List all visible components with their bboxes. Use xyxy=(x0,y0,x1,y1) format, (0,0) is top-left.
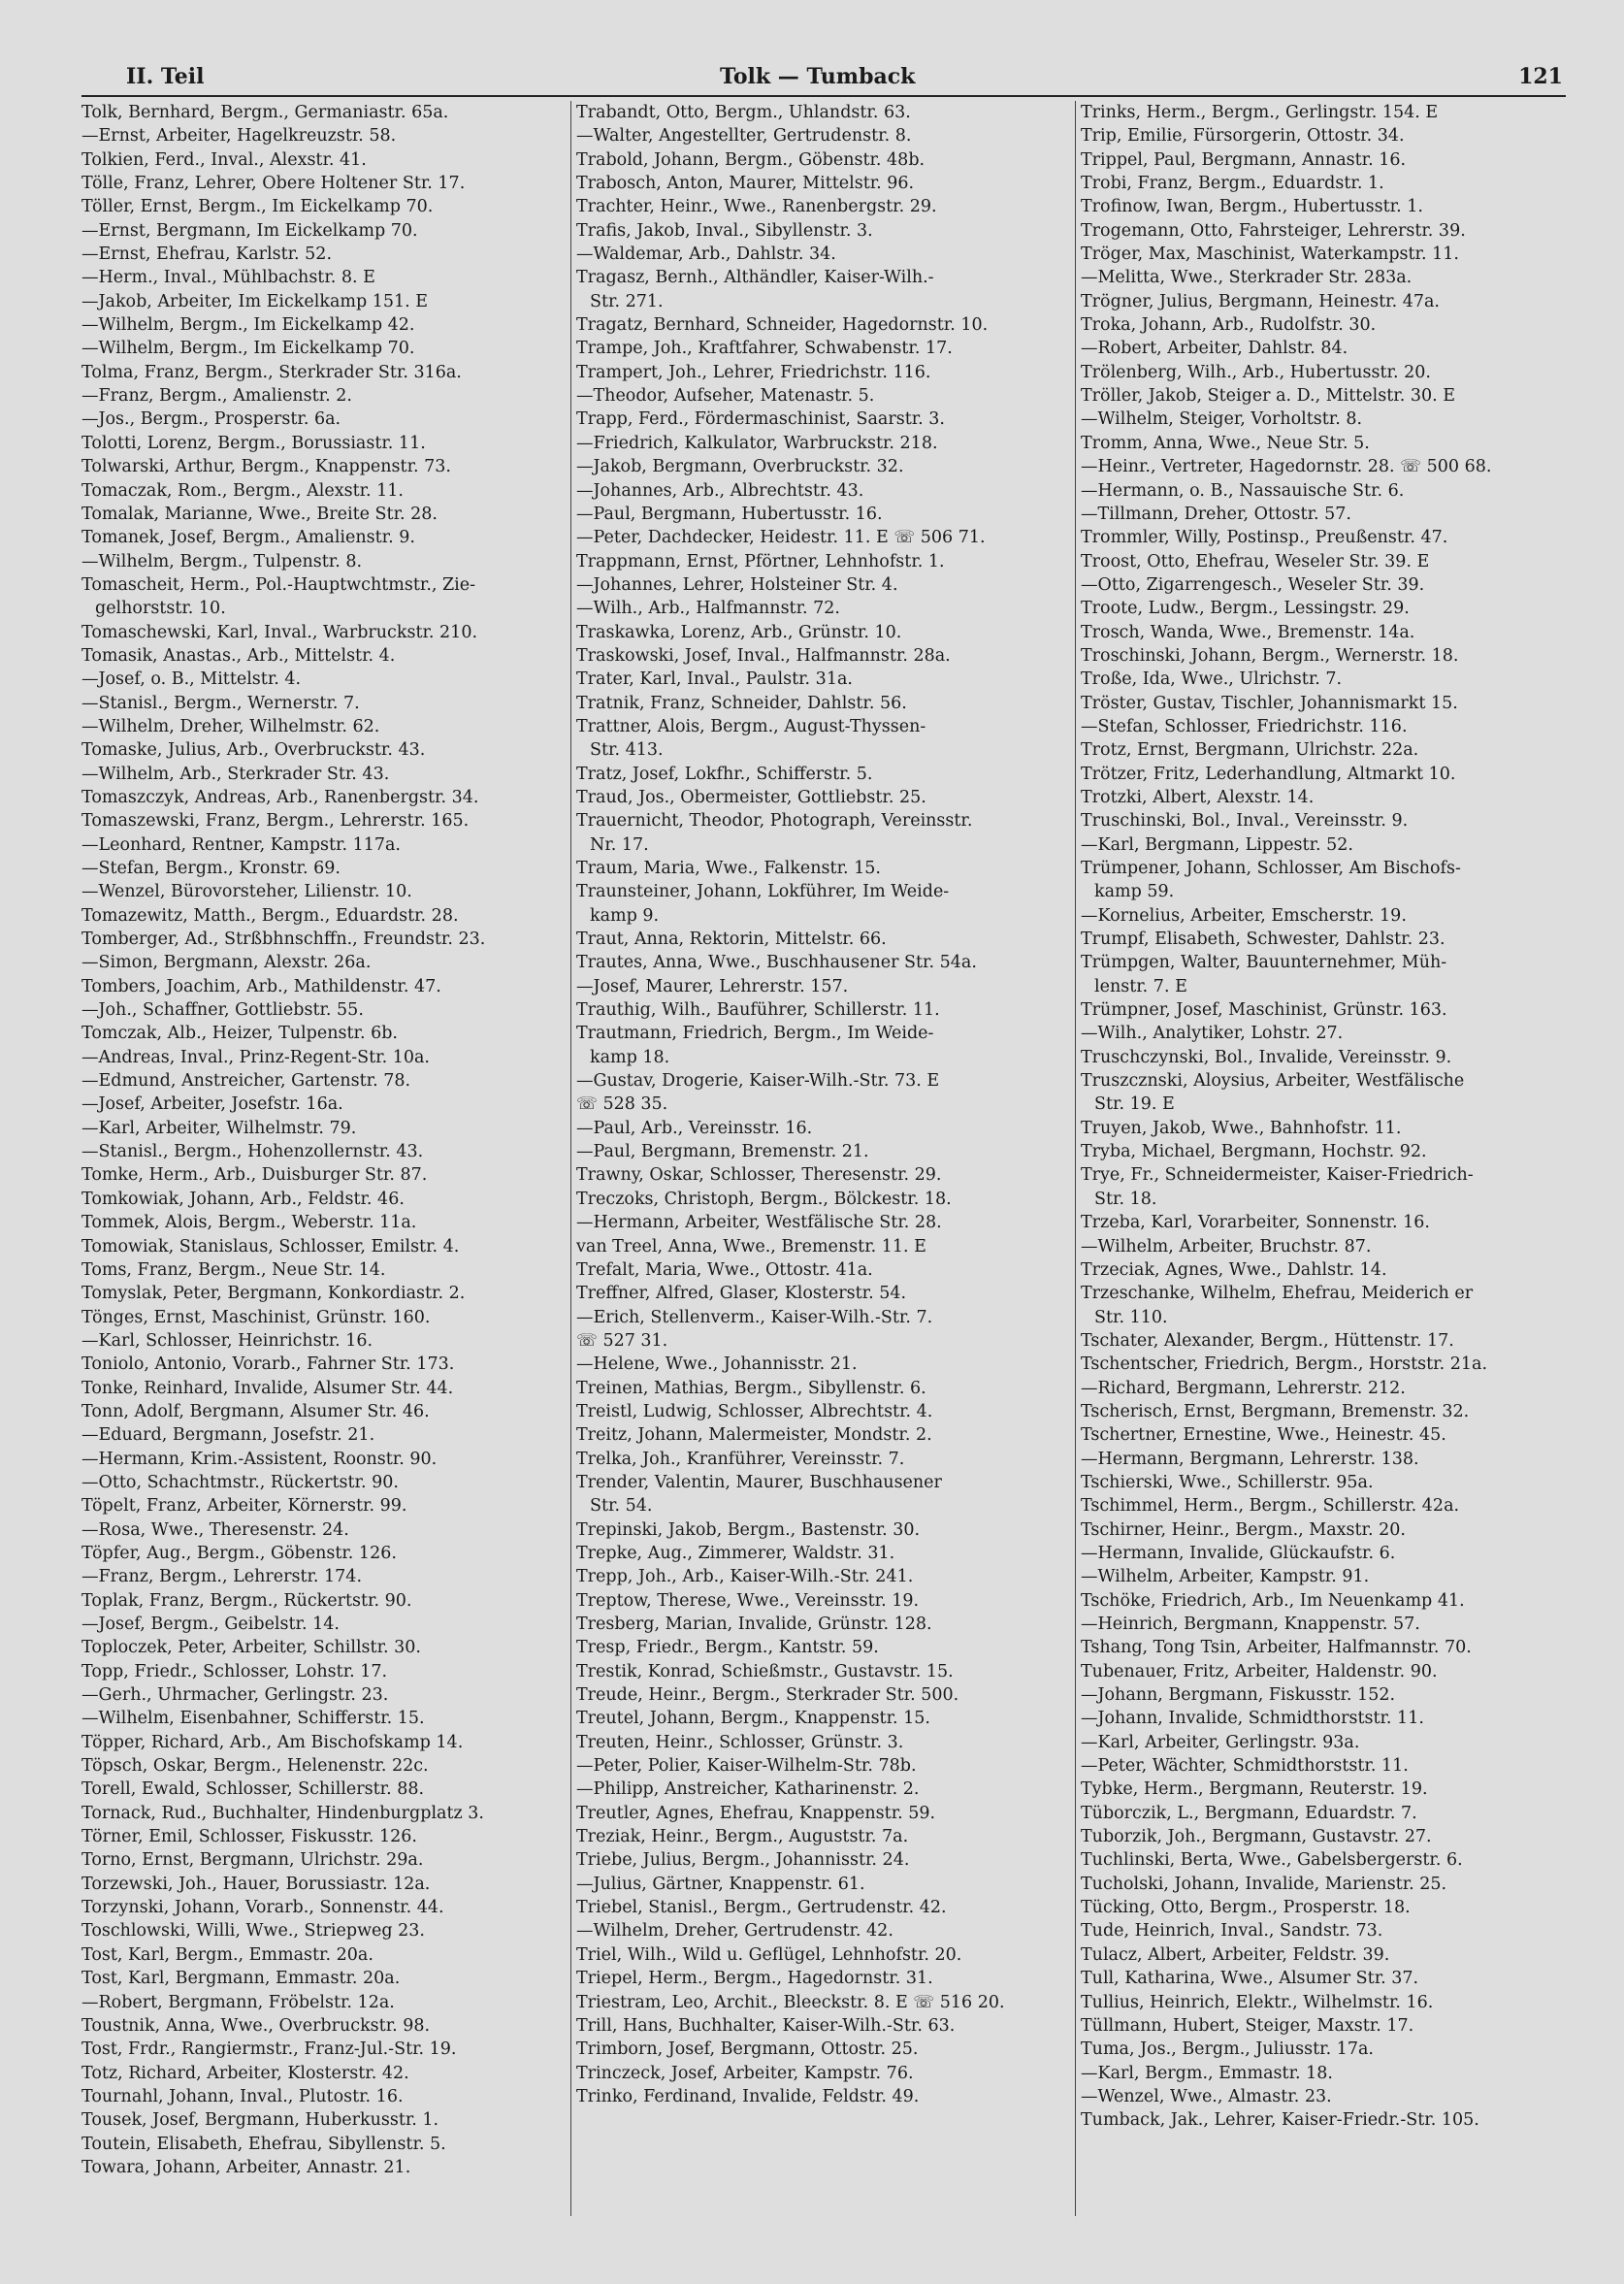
directory-entry: Trzeba, Karl, Vorarbeiter, Sonnenstr. 16. xyxy=(1081,1213,1430,1233)
directory-entry: Tschater, Alexander, Bergm., Hüttenstr. 17. xyxy=(1081,1330,1454,1351)
directory-entry: —Andreas, Inval., Prinz-Regent-Str. 10a. xyxy=(81,1047,430,1067)
directory-entry: —Karl, Arbeiter, Wilhelmstr. 79. xyxy=(81,1118,357,1138)
directory-entry: Treuten, Heinr., Schlosser, Grünstr. 3. xyxy=(576,1732,904,1752)
directory-entry: Trauernicht, Theodor, Photograph, Vereinsstr. xyxy=(576,811,973,832)
directory-entry: Tratnik, Franz, Schneider, Dahlstr. 56. xyxy=(576,693,907,713)
directory-entry: —Philipp, Anstreicher, Katharinenstr. 2. xyxy=(576,1779,920,1800)
directory-entry: Tullius, Heinrich, Elektr., Wilhelmstr. 16. xyxy=(1081,1992,1434,2012)
directory-entry: Toschlowski, Willi, Wwe., Striepweg 23. xyxy=(81,1921,425,1941)
directory-entry: Str. 18. xyxy=(1094,1189,1157,1209)
directory-entry: Truschczynski, Bol., Invalide, Vereinsstr. 9. xyxy=(1081,1047,1452,1067)
directory-entry: Treptow, Therese, Wwe., Vereinsstr. 19. xyxy=(576,1590,920,1611)
directory-entry: Törner, Emil, Schlosser, Fiskusstr. 126. xyxy=(81,1827,417,1847)
directory-entry: Tromm, Anna, Wwe., Neue Str. 5. xyxy=(1081,433,1370,453)
directory-entry: Tscherisch, Ernst, Bergmann, Bremenstr. 32. xyxy=(1081,1401,1470,1421)
directory-entry: Tomke, Herm., Arb., Duisburger Str. 87. xyxy=(81,1165,428,1186)
directory-entry: Trzeschanke, Wilhelm, Ehefrau, Meiderich er xyxy=(1081,1284,1474,1304)
directory-entry: Tolk, Bernhard, Bergm., Germaniastr. 65a. xyxy=(81,103,449,122)
directory-entry: Triepel, Herm., Bergm., Hagedornstr. 31. xyxy=(576,1969,933,1989)
directory-entry: —Wilhelm, Arbeiter, Bruchstr. 87. xyxy=(1081,1236,1372,1256)
directory-entry: Tumback, Jak., Lehrer, Kaiser-Friedr.-Str. 105. xyxy=(1081,2110,1479,2131)
directory-entry: Toutein, Elisabeth, Ehefrau, Sibyllenstr. 5. xyxy=(81,2134,446,2154)
directory-entry: Torno, Ernst, Bergmann, Ulrichstr. 29a. xyxy=(81,1850,424,1871)
directory-entry: Tolma, Franz, Bergm., Sterkrader Str. 316a. xyxy=(81,362,462,382)
directory-entry: Trotzki, Albert, Alexstr. 14. xyxy=(1081,787,1315,807)
directory-entry: Tomaczak, Rom., Bergm., Alexstr. 11. xyxy=(81,480,404,501)
directory-entry: Tuma, Jos., Bergm., Juliusstr. 17a. xyxy=(1081,2039,1374,2060)
directory-entry: Tomascheit, Herm., Pol.-Hauptwchtmstr., Zie- xyxy=(81,574,476,595)
header-rule xyxy=(81,95,1566,97)
directory-entry: —Simon, Bergmann, Alexstr. 26a. xyxy=(81,953,372,973)
directory-entry: Tölle, Franz, Lehrer, Obere Holtener Str. 17. xyxy=(81,174,466,194)
directory-entry: Trumpf, Elisabeth, Schwester, Dahlstr. 23. xyxy=(1081,930,1445,950)
directory-entry: Trefalt, Maria, Wwe., Ottostr. 41a. xyxy=(576,1259,873,1280)
directory-entry: Trepke, Aug., Zimmerer, Waldstr. 31. xyxy=(576,1543,895,1563)
directory-entry: —Gustav, Drogerie, Kaiser-Wilh.-Str. 73. E xyxy=(576,1071,940,1092)
directory-entry: Trill, Hans, Buchhalter, Kaiser-Wilh.-Str. 63. xyxy=(576,2015,956,2036)
directory-entry: Trümpener, Johann, Schlosser, Am Bischofs- xyxy=(1081,859,1461,878)
directory-entry: Tschertner, Ernestine, Wwe., Heinestr. 45. xyxy=(1081,1425,1446,1446)
directory-entry: Treffner, Alfred, Glaser, Klosterstr. 54. xyxy=(576,1284,907,1304)
directory-entry: Treutel, Johann, Bergm., Knappenstr. 15. xyxy=(576,1709,930,1729)
directory-entry: Trender, Valentin, Maurer, Buschhausener xyxy=(576,1472,942,1492)
directory-entry: —Paul, Bergmann, Bremenstr. 21. xyxy=(576,1142,869,1162)
directory-entry: Töpfer, Aug., Bergm., Göbenstr. 126. xyxy=(81,1543,397,1563)
directory-entry: —Franz, Bergm., Lehrerstr. 174. xyxy=(81,1567,363,1587)
directory-entry: Tschirner, Heinr., Bergm., Maxstr. 20. xyxy=(1081,1519,1406,1540)
directory-entry: Triestram, Leo, Archit., Bleeckstr. 8. E ☏ 516 20. xyxy=(576,1992,1005,2012)
directory-entry: Str. 19. E xyxy=(1094,1094,1175,1115)
directory-entry: Tomasik, Anastas., Arb., Mittelstr. 4. xyxy=(81,645,396,666)
directory-entry: —Wenzel, Bürovorsteher, Lilienstr. 10. xyxy=(81,882,412,902)
directory-entry: Töpelt, Franz, Arbeiter, Körnerstr. 99. xyxy=(81,1496,407,1517)
directory-entry: Trinks, Herm., Bergm., Gerlingstr. 154. E xyxy=(1081,103,1439,122)
directory-entry: Towara, Johann, Arbeiter, Annastr. 21. xyxy=(81,2157,411,2177)
directory-entry: Tröller, Jakob, Steiger a. D., Mittelstr. 30. E xyxy=(1081,386,1456,407)
directory-entry: —Joh., Schaffner, Gottliebstr. 55. xyxy=(81,1000,364,1021)
directory-entry: Tröster, Gustav, Tischler, Johannismarkt 15. xyxy=(1081,693,1458,713)
directory-entry: —Johannes, Lehrer, Holsteiner Str. 4. xyxy=(576,574,898,595)
directory-entry: —Johann, Bergmann, Fiskusstr. 152. xyxy=(1081,1685,1396,1706)
directory-entry: —Stanisl., Bergm., Wernerstr. 7. xyxy=(81,693,360,713)
directory-entry: Treczoks, Christoph, Bergm., Bölckestr. 18. xyxy=(576,1189,952,1209)
directory-entry: Trogemann, Otto, Fahrsteiger, Lehrerstr. 39. xyxy=(1081,220,1466,241)
directory-entry: Tubenauer, Fritz, Arbeiter, Haldenstr. 90. xyxy=(1081,1661,1438,1681)
directory-entry: Tshang, Tong Tsin, Arbeiter, Halfmannstr. 70. xyxy=(1081,1638,1472,1658)
directory-entry: gelhorststr. 10. xyxy=(95,599,226,619)
directory-entry: kamp 9. xyxy=(590,905,660,926)
directory-entry: Trampert, Joh., Lehrer, Friedrichstr. 116. xyxy=(576,362,931,382)
directory-entry: —Jakob, Bergmann, Overbruckstr. 32. xyxy=(576,457,904,477)
directory-entry: Trip, Emilie, Fürsorgerin, Ottostr. 34. xyxy=(1081,126,1405,147)
directory-entry: —Kornelius, Arbeiter, Emscherstr. 19. xyxy=(1081,905,1407,926)
directory-entry: Tude, Heinrich, Inval., Sandstr. 73. xyxy=(1081,1921,1383,1941)
directory-entry: Triel, Wilh., Wild u. Geflügel, Lehnhofstr. 20. xyxy=(576,1944,962,1965)
directory-entry: Tomaszewski, Franz, Bergm., Lehrerstr. 165. xyxy=(81,811,470,832)
directory-entry: —Robert, Bergmann, Fröbelstr. 12a. xyxy=(81,1992,395,2012)
directory-entry: Tüborczik, L., Bergmann, Eduardstr. 7. xyxy=(1081,1803,1417,1823)
directory-entry: Toploczek, Peter, Arbeiter, Schillstr. 30. xyxy=(81,1638,421,1658)
directory-entry: Traskawka, Lorenz, Arb., Grünstr. 10. xyxy=(576,622,902,642)
directory-entry: —Peter, Dachdecker, Heidestr. 11. E ☏ 506 71. xyxy=(576,528,986,548)
directory-entry: Tschimmel, Herm., Bergm., Schillerstr. 42a. xyxy=(1081,1496,1460,1517)
directory-entry: Trinczeck, Josef, Arbeiter, Kampstr. 76. xyxy=(576,2063,914,2083)
directory-entry: ☏ 528 35. xyxy=(576,1094,668,1115)
directory-entry: Tratz, Josef, Lokfhr., Schifferstr. 5. xyxy=(576,764,873,784)
directory-entry: Trye, Fr., Schneidermeister, Kaiser-Friedrich- xyxy=(1081,1165,1474,1186)
directory-entry: Troost, Otto, Ehefrau, Weseler Str. 39. E xyxy=(1081,551,1430,571)
directory-entry: Troote, Ludw., Bergm., Lessingstr. 29. xyxy=(1081,599,1410,619)
directory-entry: Treude, Heinr., Bergm., Sterkrader Str. 500. xyxy=(576,1685,959,1706)
directory-entry: Trögner, Julius, Bergmann, Heinestr. 47a. xyxy=(1081,291,1440,311)
directory-entry: Str. 271. xyxy=(590,291,664,311)
directory-entry: Trofinow, Iwan, Bergm., Hubertusstr. 1. xyxy=(1081,197,1423,217)
directory-entry: Trippel, Paul, Bergmann, Annastr. 16. xyxy=(1081,149,1407,170)
directory-entry: —Karl, Bergmann, Lippestr. 52. xyxy=(1081,834,1353,855)
directory-entry: —Rosa, Wwe., Theresenstr. 24. xyxy=(81,1519,349,1540)
directory-entry: —Hermann, o. B., Nassauische Str. 6. xyxy=(1081,480,1405,501)
directory-entry: Tomczak, Alb., Heizer, Tulpenstr. 6b. xyxy=(81,1024,398,1044)
directory-entry: Totz, Richard, Arbeiter, Klosterstr. 42. xyxy=(81,2063,409,2083)
directory-entry: —Tillmann, Dreher, Ottostr. 57. xyxy=(1081,504,1351,524)
directory-entry: Tomyslak, Peter, Bergmann, Konkordiastr. 2. xyxy=(81,1284,466,1304)
directory-entry: Tryba, Michael, Bergmann, Hochstr. 92. xyxy=(1081,1142,1427,1162)
directory-entry: Tulacz, Albert, Arbeiter, Feldstr. 39. xyxy=(1081,1944,1390,1965)
directory-entry: Tomanek, Josef, Bergm., Amalienstr. 9. xyxy=(81,528,415,548)
directory-entry: —Heinrich, Bergmann, Knappenstr. 57. xyxy=(1081,1615,1420,1634)
directory-entry: —Wilh., Analytiker, Lohstr. 27. xyxy=(1081,1024,1344,1044)
directory-column-3 xyxy=(1081,101,1566,2272)
directory-entry: Tomaske, Julius, Arb., Overbruckstr. 43. xyxy=(81,740,426,761)
directory-entry: Trzeciak, Agnes, Wwe., Dahlstr. 14. xyxy=(1081,1259,1387,1280)
directory-entry: kamp 59. xyxy=(1094,882,1175,902)
directory-entry: Trosch, Wanda, Wwe., Bremenstr. 14a. xyxy=(1081,622,1415,642)
directory-entry: —Ernst, Bergmann, Im Eickelkamp 70. xyxy=(81,220,418,241)
directory-entry: Tombers, Joachim, Arb., Mathildenstr. 47. xyxy=(81,976,441,996)
directory-entry: Truszcznski, Aloysius, Arbeiter, Westfälische xyxy=(1081,1071,1465,1092)
directory-entry: Treitz, Johann, Malermeister, Mondstr. 2. xyxy=(576,1425,932,1446)
directory-entry: Tomaschewski, Karl, Inval., Warbruckstr. 210. xyxy=(81,622,478,642)
directory-entry: Trauthig, Wilh., Bauführer, Schillerstr. 11. xyxy=(576,1000,940,1021)
directory-entry: Str. 110. xyxy=(1094,1307,1168,1327)
directory-entry: Trölenberg, Wilh., Arb., Hubertusstr. 20. xyxy=(1081,362,1431,382)
directory-entry: Torell, Ewald, Schlosser, Schillerstr. 88. xyxy=(81,1779,425,1800)
directory-entry: Tull, Katharina, Wwe., Alsumer Str. 37. xyxy=(1081,1969,1419,1989)
directory-entry: Troka, Johann, Arb., Rudolfstr. 30. xyxy=(1081,315,1377,336)
directory-entry: —Wilhelm, Dreher, Gertrudenstr. 42. xyxy=(576,1921,893,1941)
directory-entry: Toustnik, Anna, Wwe., Overbruckstr. 98. xyxy=(81,2015,431,2036)
directory-entry: Tost, Frdr., Rangiermstr., Franz-Jul.-Str. 19. xyxy=(81,2039,457,2060)
directory-entry: —Peter, Wächter, Schmidthorststr. 11. xyxy=(1081,1756,1409,1777)
directory-entry: —Wilhelm, Dreher, Wilhelmstr. 62. xyxy=(81,716,380,736)
directory-entry: Trepp, Joh., Arb., Kaiser-Wilh.-Str. 241. xyxy=(576,1567,914,1587)
directory-entry: Tommek, Alois, Bergm., Weberstr. 11a. xyxy=(81,1213,417,1233)
directory-entry: Töpsch, Oskar, Bergm., Helenenstr. 22c. xyxy=(81,1756,429,1777)
directory-entry: Tücking, Otto, Bergm., Prosperstr. 18. xyxy=(1081,1898,1411,1918)
directory-entry: —Wenzel, Wwe., Almastr. 23. xyxy=(1081,2086,1332,2106)
directory-entry: —Stefan, Bergm., Kronstr. 69. xyxy=(81,859,341,878)
directory-entry: Traud, Jos., Obermeister, Gottliebstr. 25. xyxy=(576,787,926,807)
directory-entry: Tschierski, Wwe., Schillerstr. 95a. xyxy=(1081,1472,1374,1492)
directory-entry: Torzewski, Joh., Hauer, Borussiastr. 12a. xyxy=(81,1874,431,1894)
directory-entry: Tost, Karl, Bergm., Emmastr. 20a. xyxy=(81,1944,374,1965)
directory-entry: —Jos., Bergm., Prosperstr. 6a. xyxy=(81,409,341,430)
directory-entry: Tomowiak, Stanislaus, Schlosser, Emilstr. 4. xyxy=(81,1236,460,1256)
directory-entry: Triebe, Julius, Bergm., Johannisstr. 24. xyxy=(576,1850,910,1871)
directory-entry: Triebel, Stanisl., Bergm., Gertrudenstr. 42. xyxy=(576,1898,947,1918)
directory-entry: Trappmann, Ernst, Pförtner, Lehnhofstr. 1. xyxy=(576,551,945,571)
column-divider xyxy=(1075,101,1076,2216)
directory-entry: Troße, Ida, Wwe., Ulrichstr. 7. xyxy=(1081,669,1343,690)
directory-entry: —Otto, Schachtmstr., Rückertstr. 90. xyxy=(81,1472,399,1492)
directory-entry: Traut, Anna, Rektorin, Mittelstr. 66. xyxy=(576,930,887,950)
directory-entry: Tournahl, Johann, Inval., Plutostr. 16. xyxy=(81,2086,404,2106)
directory-entry: —Peter, Polier, Kaiser-Wilhelm-Str. 78b. xyxy=(576,1756,917,1777)
directory-entry: Trabold, Johann, Bergm., Göbenstr. 48b. xyxy=(576,149,926,170)
directory-entry: Tolwarski, Arthur, Bergm., Knappenstr. 73. xyxy=(81,457,451,477)
directory-entry: —Leonhard, Rentner, Kampstr. 117a. xyxy=(81,834,401,855)
directory-entry: Trabandt, Otto, Bergm., Uhlandstr. 63. xyxy=(576,103,911,122)
directory-entry: Treziak, Heinr., Bergm., Auguststr. 7a. xyxy=(576,1827,909,1847)
directory-entry: Tucholski, Johann, Invalide, Marienstr. 25. xyxy=(1081,1874,1447,1894)
directory-entry: —Stanisl., Bergm., Hohenzollernstr. 43. xyxy=(81,1142,424,1162)
directory-entry: Traunsteiner, Johann, Lokführer, Im Weide- xyxy=(576,882,950,902)
directory-entry: Tüllmann, Hubert, Steiger, Maxstr. 17. xyxy=(1081,2015,1414,2036)
directory-entry: Torzynski, Johann, Vorarb., Sonnenstr. 44. xyxy=(81,1898,444,1918)
directory-entry: Töpper, Richard, Arb., Am Bischofskamp 14. xyxy=(81,1732,464,1752)
directory-entry: —Helene, Wwe., Johannisstr. 21. xyxy=(576,1354,858,1375)
directory-entry: —Gerh., Uhrmacher, Gerlingstr. 23. xyxy=(81,1685,389,1706)
directory-entry: Trafis, Jakob, Inval., Sibyllenstr. 3. xyxy=(576,220,873,241)
directory-entry: Trestik, Konrad, Schießmstr., Gustavstr. 15. xyxy=(576,1661,954,1681)
directory-entry: Toplak, Franz, Bergm., Rückertstr. 90. xyxy=(81,1590,412,1611)
directory-entry: Tomalak, Marianne, Wwe., Breite Str. 28. xyxy=(81,504,438,524)
directory-entry: —Karl, Schlosser, Heinrichstr. 16. xyxy=(81,1330,374,1351)
directory-entry: lenstr. 7. E xyxy=(1094,976,1187,996)
page-header xyxy=(0,64,1624,97)
directory-entry: —Otto, Zigarrengesch., Weseler Str. 39. xyxy=(1081,574,1425,595)
directory-entry: Tuchlinski, Berta, Wwe., Gabelsbergerstr. 6. xyxy=(1081,1850,1463,1871)
directory-entry: Tschöke, Friedrich, Arb., Im Neuenkamp 41. xyxy=(1081,1590,1465,1611)
directory-entry: —Paul, Bergmann, Hubertusstr. 16. xyxy=(576,504,883,524)
directory-entry: Tröger, Max, Maschinist, Waterkampstr. 11. xyxy=(1081,245,1459,265)
directory-entry: —Eduard, Bergmann, Josefstr. 21. xyxy=(81,1425,375,1446)
directory-column-2 xyxy=(576,101,1061,2272)
directory-entry: Tornack, Rud., Buchhalter, Hindenburgplatz 3. xyxy=(81,1803,484,1823)
directory-entry: —Karl, Arbeiter, Gerlingstr. 93a. xyxy=(1081,1732,1360,1752)
directory-entry: kamp 18. xyxy=(590,1047,670,1067)
directory-entry: —Walter, Angestellter, Gertrudenstr. 8. xyxy=(576,126,912,147)
directory-entry: Trobi, Franz, Bergm., Eduardstr. 1. xyxy=(1081,174,1384,194)
directory-entry: Tomkowiak, Johann, Arb., Feldstr. 46. xyxy=(81,1189,405,1209)
directory-entry: Trotz, Ernst, Bergmann, Ulrichstr. 22a. xyxy=(1081,740,1419,761)
directory-entry: —Hermann, Bergmann, Lehrerstr. 138. xyxy=(1081,1449,1419,1469)
directory-entry: Trampe, Joh., Kraftfahrer, Schwabenstr. 17. xyxy=(576,339,953,359)
directory-entry: Trötzer, Fritz, Lederhandlung, Altmarkt 10. xyxy=(1081,764,1456,784)
directory-entry: —Paul, Arb., Vereinsstr. 16. xyxy=(576,1118,813,1138)
directory-entry: Traum, Maria, Wwe., Falkenstr. 15. xyxy=(576,859,881,878)
directory-entry: —Hermann, Arbeiter, Westfälische Str. 28. xyxy=(576,1213,942,1233)
directory-entry: Tresberg, Marian, Invalide, Grünstr. 128. xyxy=(576,1615,932,1634)
directory-entry: Tolotti, Lorenz, Bergm., Borussiastr. 11. xyxy=(81,433,426,453)
directory-entry: Tragasz, Bernh., Althändler, Kaiser-Wilh.- xyxy=(576,268,934,288)
directory-entry: —Wilhelm, Arb., Sterkrader Str. 43. xyxy=(81,764,390,784)
directory-entry: Troschinski, Johann, Bergm., Wernerstr. 18. xyxy=(1081,645,1459,666)
directory-entry: —Erich, Stellenverm., Kaiser-Wilh.-Str. 7. xyxy=(576,1307,933,1327)
directory-entry: —Johannes, Arb., Albrechtstr. 43. xyxy=(576,480,864,501)
directory-entry: Tomazewitz, Matth., Bergm., Eduardstr. 28. xyxy=(81,905,459,926)
directory-entry: ☏ 527 31. xyxy=(576,1330,668,1351)
directory-entry: —Wilhelm, Eisenbahner, Schifferstr. 15. xyxy=(81,1709,425,1729)
directory-entry: —Edmund, Anstreicher, Gartenstr. 78. xyxy=(81,1071,411,1092)
directory-entry: Tönges, Ernst, Maschinist, Grünstr. 160. xyxy=(81,1307,431,1327)
directory-entry: —Josef, Arbeiter, Josefstr. 16a. xyxy=(81,1094,343,1115)
directory-entry: Trabosch, Anton, Maurer, Mittelstr. 96. xyxy=(576,174,915,194)
directory-entry: —Wilh., Arb., Halfmannstr. 72. xyxy=(576,599,840,619)
directory-entry: —Wilhelm, Bergm., Im Eickelkamp 70. xyxy=(81,339,415,359)
directory-entry: Trautes, Anna, Wwe., Buschhausener Str. 54a. xyxy=(576,953,977,973)
directory-entry: Tresp, Friedr., Bergm., Kantstr. 59. xyxy=(576,1638,879,1658)
directory-entry: —Theodor, Aufseher, Matenastr. 5. xyxy=(576,386,875,407)
column-divider xyxy=(570,101,571,2216)
directory-entry: Töller, Ernst, Bergm., Im Eickelkamp 70. xyxy=(81,197,434,217)
directory-entry: —Wilhelm, Bergm., Tulpenstr. 8. xyxy=(81,551,363,571)
directory-entry: —Friedrich, Kalkulator, Warbruckstr. 218. xyxy=(576,433,938,453)
directory-entry: Trawny, Oskar, Schlosser, Theresenstr. 29. xyxy=(576,1165,942,1186)
directory-entry: —Hermann, Krim.-Assistent, Roonstr. 90. xyxy=(81,1449,438,1469)
directory-entry: —Herm., Inval., Mühlbachstr. 8. E xyxy=(81,268,375,288)
directory-entry: —Julius, Gärtner, Knappenstr. 61. xyxy=(576,1874,865,1894)
page-number: 121 xyxy=(1518,64,1563,89)
directory-entry: van Treel, Anna, Wwe., Bremenstr. 11. E xyxy=(576,1236,926,1256)
directory-entry: Tomberger, Ad., Strßbhnschffn., Freundstr. 23. xyxy=(81,930,486,950)
directory-entry: Nr. 17. xyxy=(590,834,649,855)
directory-entry: —Melitta, Wwe., Sterkrader Str. 283a. xyxy=(1081,268,1413,288)
directory-entry: Str. 413. xyxy=(590,740,664,761)
directory-entry: Str. 54. xyxy=(590,1496,653,1517)
directory-entry: Trimborn, Josef, Bergmann, Ottostr. 25. xyxy=(576,2039,919,2060)
directory-entry: Trapp, Ferd., Fördermaschinist, Saarstr. 3. xyxy=(576,409,945,430)
directory-entry: —Josef, Maurer, Lehrerstr. 157. xyxy=(576,976,849,996)
directory-entry: —Wilhelm, Arbeiter, Kampstr. 91. xyxy=(1081,1567,1370,1587)
directory-entry: Trümpner, Josef, Maschinist, Grünstr. 163. xyxy=(1081,1000,1447,1021)
directory-entry: —Ernst, Ehefrau, Karlstr. 52. xyxy=(81,245,333,265)
directory-entry: —Josef, Bergm., Geibelstr. 14. xyxy=(81,1615,340,1634)
directory-entry: Tragatz, Bernhard, Schneider, Hagedornstr. 10. xyxy=(576,315,989,336)
directory-entry: Tousek, Josef, Bergmann, Huberkusstr. 1. xyxy=(81,2110,439,2131)
directory-entry: —Wilhelm, Bergm., Im Eickelkamp 42. xyxy=(81,315,415,336)
directory-entry: Trattner, Alois, Bergm., August-Thyssen- xyxy=(576,716,926,736)
directory-entry: —Waldemar, Arb., Dahlstr. 34. xyxy=(576,245,836,265)
directory-entry: Treistl, Ludwig, Schlosser, Albrechtstr. 4. xyxy=(576,1401,933,1421)
directory-entry: Trater, Karl, Inval., Paulstr. 31a. xyxy=(576,669,853,690)
name-range: Tolk — Tumback xyxy=(720,64,916,89)
directory-entry: Treutler, Agnes, Ehefrau, Knappenstr. 59. xyxy=(576,1803,936,1823)
directory-entry: Tost, Karl, Bergmann, Emmastr. 20a. xyxy=(81,1969,401,1989)
directory-entry: Trelka, Joh., Kranführer, Vereinsstr. 7. xyxy=(576,1449,905,1469)
directory-entry: Tuborzik, Joh., Bergmann, Gustavstr. 27. xyxy=(1081,1827,1432,1847)
directory-entry: Tschentscher, Friedrich, Bergm., Horststr. 21a. xyxy=(1081,1354,1488,1375)
directory-entry: —Jakob, Arbeiter, Im Eickelkamp 151. E xyxy=(81,291,429,311)
directory-entry: Trachter, Heinr., Wwe., Ranenbergstr. 29. xyxy=(576,197,937,217)
directory-entry: —Robert, Arbeiter, Dahlstr. 84. xyxy=(1081,339,1348,359)
directory-column-1 xyxy=(81,101,567,2272)
directory-entry: Trümpgen, Walter, Bauunternehmer, Müh- xyxy=(1081,953,1447,973)
directory-entry: Topp, Friedr., Schlosser, Lohstr. 17. xyxy=(81,1661,388,1681)
directory-entry: —Ernst, Arbeiter, Hagelkreuzstr. 58. xyxy=(81,126,397,147)
directory-entry: Truschinski, Bol., Inval., Vereinsstr. 9. xyxy=(1081,811,1409,832)
directory-entry: —Johann, Invalide, Schmidthorststr. 11. xyxy=(1081,1709,1424,1729)
section-label: II. Teil xyxy=(126,64,205,89)
directory-entry: Tybke, Herm., Bergmann, Reuterstr. 19. xyxy=(1081,1779,1428,1800)
directory-entry: —Josef, o. B., Mittelstr. 4. xyxy=(81,669,302,690)
directory-entry: —Franz, Bergm., Amalienstr. 2. xyxy=(81,386,352,407)
directory-entry: —Hermann, Invalide, Glückaufstr. 6. xyxy=(1081,1543,1396,1563)
directory-entry: Tonke, Reinhard, Invalide, Alsumer Str. 44. xyxy=(81,1378,454,1398)
directory-entry: —Richard, Bergmann, Lehrerstr. 212. xyxy=(1081,1378,1406,1398)
directory-entry: Trinko, Ferdinand, Invalide, Feldstr. 49. xyxy=(576,2086,920,2106)
directory-entry: Treinen, Mathias, Bergm., Sibyllenstr. 6. xyxy=(576,1378,926,1398)
directory-entry: Tomaszczyk, Andreas, Arb., Ranenbergstr. 34. xyxy=(81,787,479,807)
directory-entry: —Wilhelm, Steiger, Vorholtstr. 8. xyxy=(1081,409,1363,430)
directory-entry: —Karl, Bergm., Emmastr. 18. xyxy=(1081,2063,1333,2083)
directory-entry: Tonn, Adolf, Bergmann, Alsumer Str. 46. xyxy=(81,1401,430,1421)
directory-entry: —Stefan, Schlosser, Friedrichstr. 116. xyxy=(1081,716,1408,736)
directory-entry: Trommler, Willy, Postinsp., Preußenstr. 47. xyxy=(1081,528,1448,548)
directory-entry: Trautmann, Friedrich, Bergm., Im Weide- xyxy=(576,1024,934,1044)
directory-entry: —Heinr., Vertreter, Hagedornstr. 28. ☏ 500 68. xyxy=(1081,457,1492,477)
directory-entry: Traskowski, Josef, Inval., Halfmannstr. 28a. xyxy=(576,645,951,666)
directory-entry: Trepinski, Jakob, Bergm., Bastenstr. 30. xyxy=(576,1519,921,1540)
directory-entry: Toniolo, Antonio, Vorarb., Fahrner Str. 173. xyxy=(81,1354,455,1375)
directory-entry: Truyen, Jakob, Wwe., Bahnhofstr. 11. xyxy=(1081,1118,1402,1138)
directory-entry: Toms, Franz, Bergm., Neue Str. 14. xyxy=(81,1259,386,1280)
directory-entry: Tolkien, Ferd., Inval., Alexstr. 41. xyxy=(81,149,367,170)
